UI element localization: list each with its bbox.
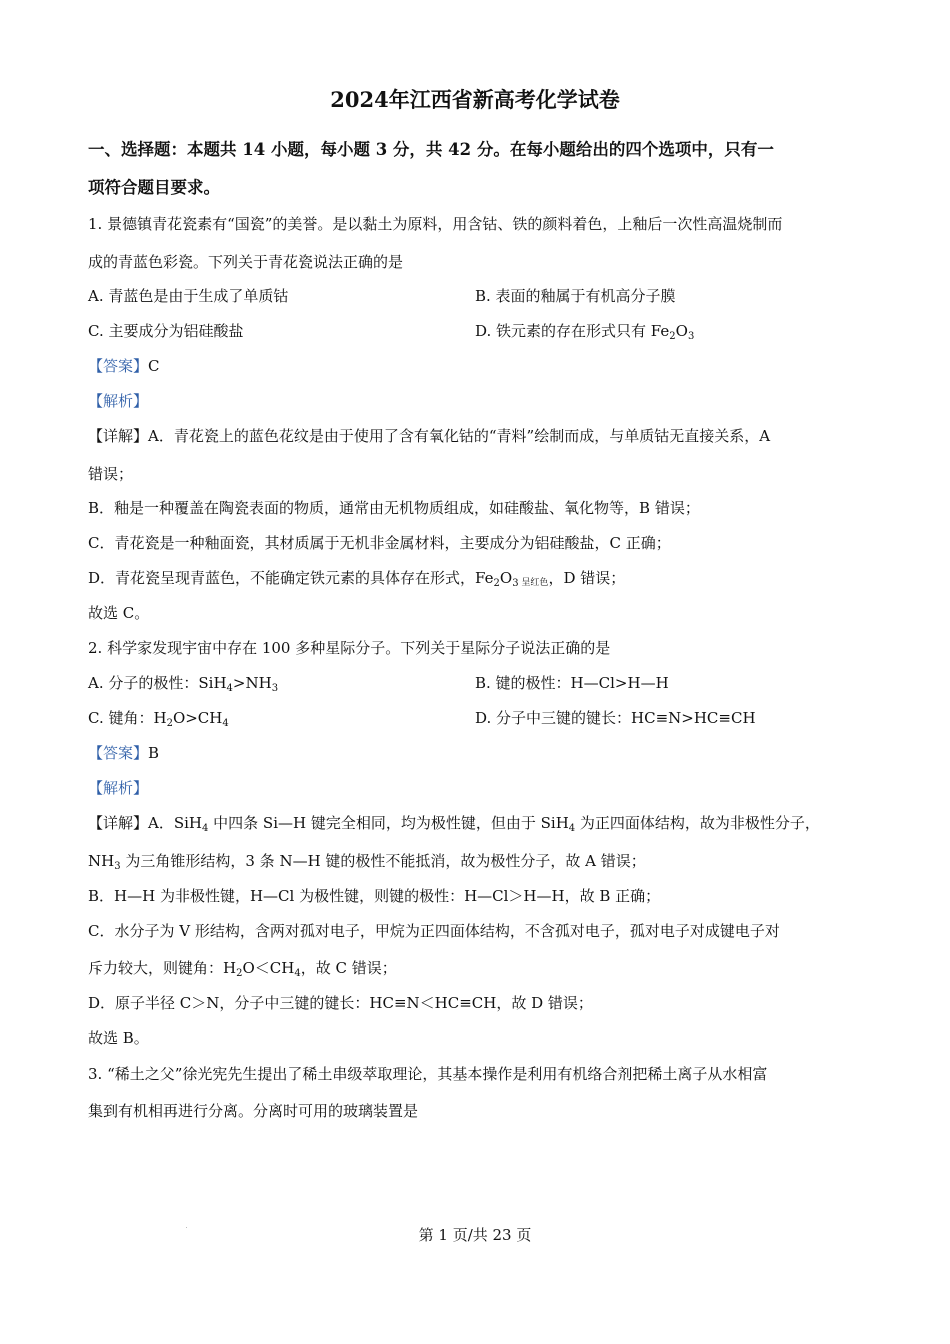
- q1-detail-d: [88, 567, 625, 595]
- q2-option-c-mid: O>CH: [172, 709, 223, 727]
- q2-answer-value: B: [148, 744, 160, 762]
- section-heading-line2: 项符合题目要求。: [88, 178, 220, 197]
- q2-option-a-sub2: 3: [271, 683, 279, 694]
- q2-detail-a2-sub: 3: [114, 861, 121, 872]
- q2-detail-a2-part2: 为三角锥形结构，3 条 N—H 键的极性不能抵消，故为极性分子，故 A 错误；: [120, 852, 646, 870]
- answer-tag: 【答案】: [88, 357, 149, 375]
- q1-option-d-text: D. 铁元素的存在形式只有 Fe: [475, 322, 670, 340]
- q1-answer: [88, 355, 160, 377]
- q2-detail-c2-part3: ，故 C 错误；: [300, 959, 397, 977]
- q2-detail-a-sub1: 4: [202, 823, 209, 834]
- q2-stem: 2. 科学家发现宇宙中存在 100 多种星际分子。下列关于星际分子说法正确的是: [88, 639, 611, 657]
- q1-analysis-tag: 【解析】: [88, 392, 149, 410]
- q2-detail-a-part3: 为正四面体结构，故为非极性分子，: [575, 814, 820, 832]
- q3-stem-line2: 集到有机相再进行分离。分离时可用的玻璃装置是: [88, 1102, 419, 1120]
- q1-detail-d-sub2: 3: [512, 578, 519, 589]
- q2-detail-c2-sub2: 4: [294, 968, 301, 979]
- q2-option-c-sub2: 4: [222, 718, 229, 729]
- q2-detail-a-part2: 中四条 Si—H 键完全相同，均为极性键，但由于 SiH: [208, 814, 569, 832]
- q2-detail-a2-part1: NH: [88, 852, 115, 870]
- page-footer: 第 1 页/共 23 页: [418, 1226, 532, 1244]
- q2-detail-c-line1: C．水分子为 V 形结构，含两对孤对电子，甲烷为正四面体结构，不含孤对电子，孤对电子对成键电子对: [88, 922, 780, 940]
- q2-option-a-text: A. 分子的极性：SiH: [88, 674, 227, 692]
- q3-stem-line1: 3. “稀土之父”徐光宪先生提出了稀土串级萃取理论，其基本操作是利用有机络合剂把稀土离子从水相富: [88, 1065, 768, 1083]
- q2-detail-d: D．原子半径 C＞N，分子中三键的键长：HC≡N＜HC≡CH，故 D 错误；: [88, 994, 593, 1012]
- q1-detail-a-line1: [88, 425, 770, 447]
- q2-option-a-mid: >NH: [232, 674, 272, 692]
- q1-option-a: A. 青蓝色是由于生成了单质钴: [88, 287, 289, 305]
- detail-tag: 【详解】: [88, 814, 149, 832]
- q2-detail-a-sub2: 4: [568, 823, 576, 834]
- q1-option-d-sub2: 3: [687, 331, 695, 342]
- q2-option-a: [88, 672, 278, 700]
- q1-detail-d-text: D．青花瓷呈现青蓝色，不能确定铁元素的具体存在形式，Fe: [88, 569, 494, 587]
- q1-detail-d-sub1: 2: [493, 578, 500, 589]
- section-heading-line1: 一、选择题：本题共 14 小题，每小题 3 分，共 42 分。在每小题给出的四个选项中，只有一: [88, 140, 774, 159]
- q1-option-c: C. 主要成分为铝硅酸盐: [88, 322, 244, 340]
- q2-option-b: B. 键的极性：H—Cl>H—H: [475, 674, 669, 692]
- detail-tag: 【详解】: [88, 427, 149, 445]
- q2-detail-a-line1: [88, 812, 820, 840]
- q1-detail-d-post: ，D 错误；: [548, 569, 626, 587]
- q1-option-b: B. 表面的釉属于有机高分子膜: [475, 287, 676, 305]
- q2-detail-a-part1: A．SiH: [148, 814, 203, 832]
- q1-stem-line2: 成的青蓝色彩瓷。下列关于青花瓷说法正确的是: [88, 253, 404, 271]
- q1-detail-a-line2: 错误；: [88, 465, 134, 483]
- q1-option-d: [475, 320, 694, 348]
- page-title: 2024年江西省新高考化学试卷: [330, 87, 620, 112]
- q1-detail-a-text: A．青花瓷上的蓝色花纹是由于使用了含有氧化钴的“青料”绘制而成，与单质钴无直接关系，A: [148, 427, 771, 445]
- q1-detail-c: C．青花瓷是一种釉面瓷，其材质属于无机非金属材料，主要成分为铝硅酸盐，C 正确；: [88, 534, 671, 552]
- answer-tag: 【答案】: [88, 744, 149, 762]
- q2-detail-c2-sub1: 2: [236, 968, 243, 979]
- q2-detail-c2-part1: 斥力较大，则键角：H: [88, 959, 237, 977]
- q1-answer-value: C: [148, 357, 160, 375]
- q1-option-d-mid: O: [675, 322, 688, 340]
- q1-conclusion: 故选 C。: [88, 604, 150, 622]
- q2-detail-a-line2: [88, 850, 646, 878]
- q1-detail-d-mid: O: [499, 569, 513, 587]
- q2-option-c: [88, 707, 229, 735]
- q2-detail-b: B．H—H 为非极性键，H—Cl 为极性键，则键的极性：H—Cl＞H—H，故 B 正确；: [88, 887, 661, 905]
- q2-option-c-text: C. 键角：H: [88, 709, 167, 727]
- q2-option-a-sub1: 4: [226, 683, 233, 694]
- q1-detail-b: B．釉是一种覆盖在陶瓷表面的物质，通常由无机物质组成，如硅酸盐、氧化物等，B 错误；: [88, 499, 700, 517]
- q2-answer: [88, 742, 159, 764]
- q1-detail-d-small: 呈红色: [518, 578, 549, 588]
- q1-stem-line1: 1. 景德镇青花瓷素有“国瓷”的美誉。是以黏土为原料，用含钴、铁的颜料着色，上釉后一次性高温烧制而: [88, 215, 783, 233]
- q2-detail-c-line2: [88, 957, 397, 985]
- q2-option-c-sub1: 2: [166, 718, 173, 729]
- q1-option-d-sub1: 2: [669, 331, 676, 342]
- q2-conclusion: 故选 B。: [88, 1029, 149, 1047]
- q2-analysis-tag: 【解析】: [88, 779, 149, 797]
- q2-detail-c2-part2: O＜CH: [242, 959, 295, 977]
- q2-option-d: D. 分子中三键的键长：HC≡N>HC≡CH: [475, 709, 756, 727]
